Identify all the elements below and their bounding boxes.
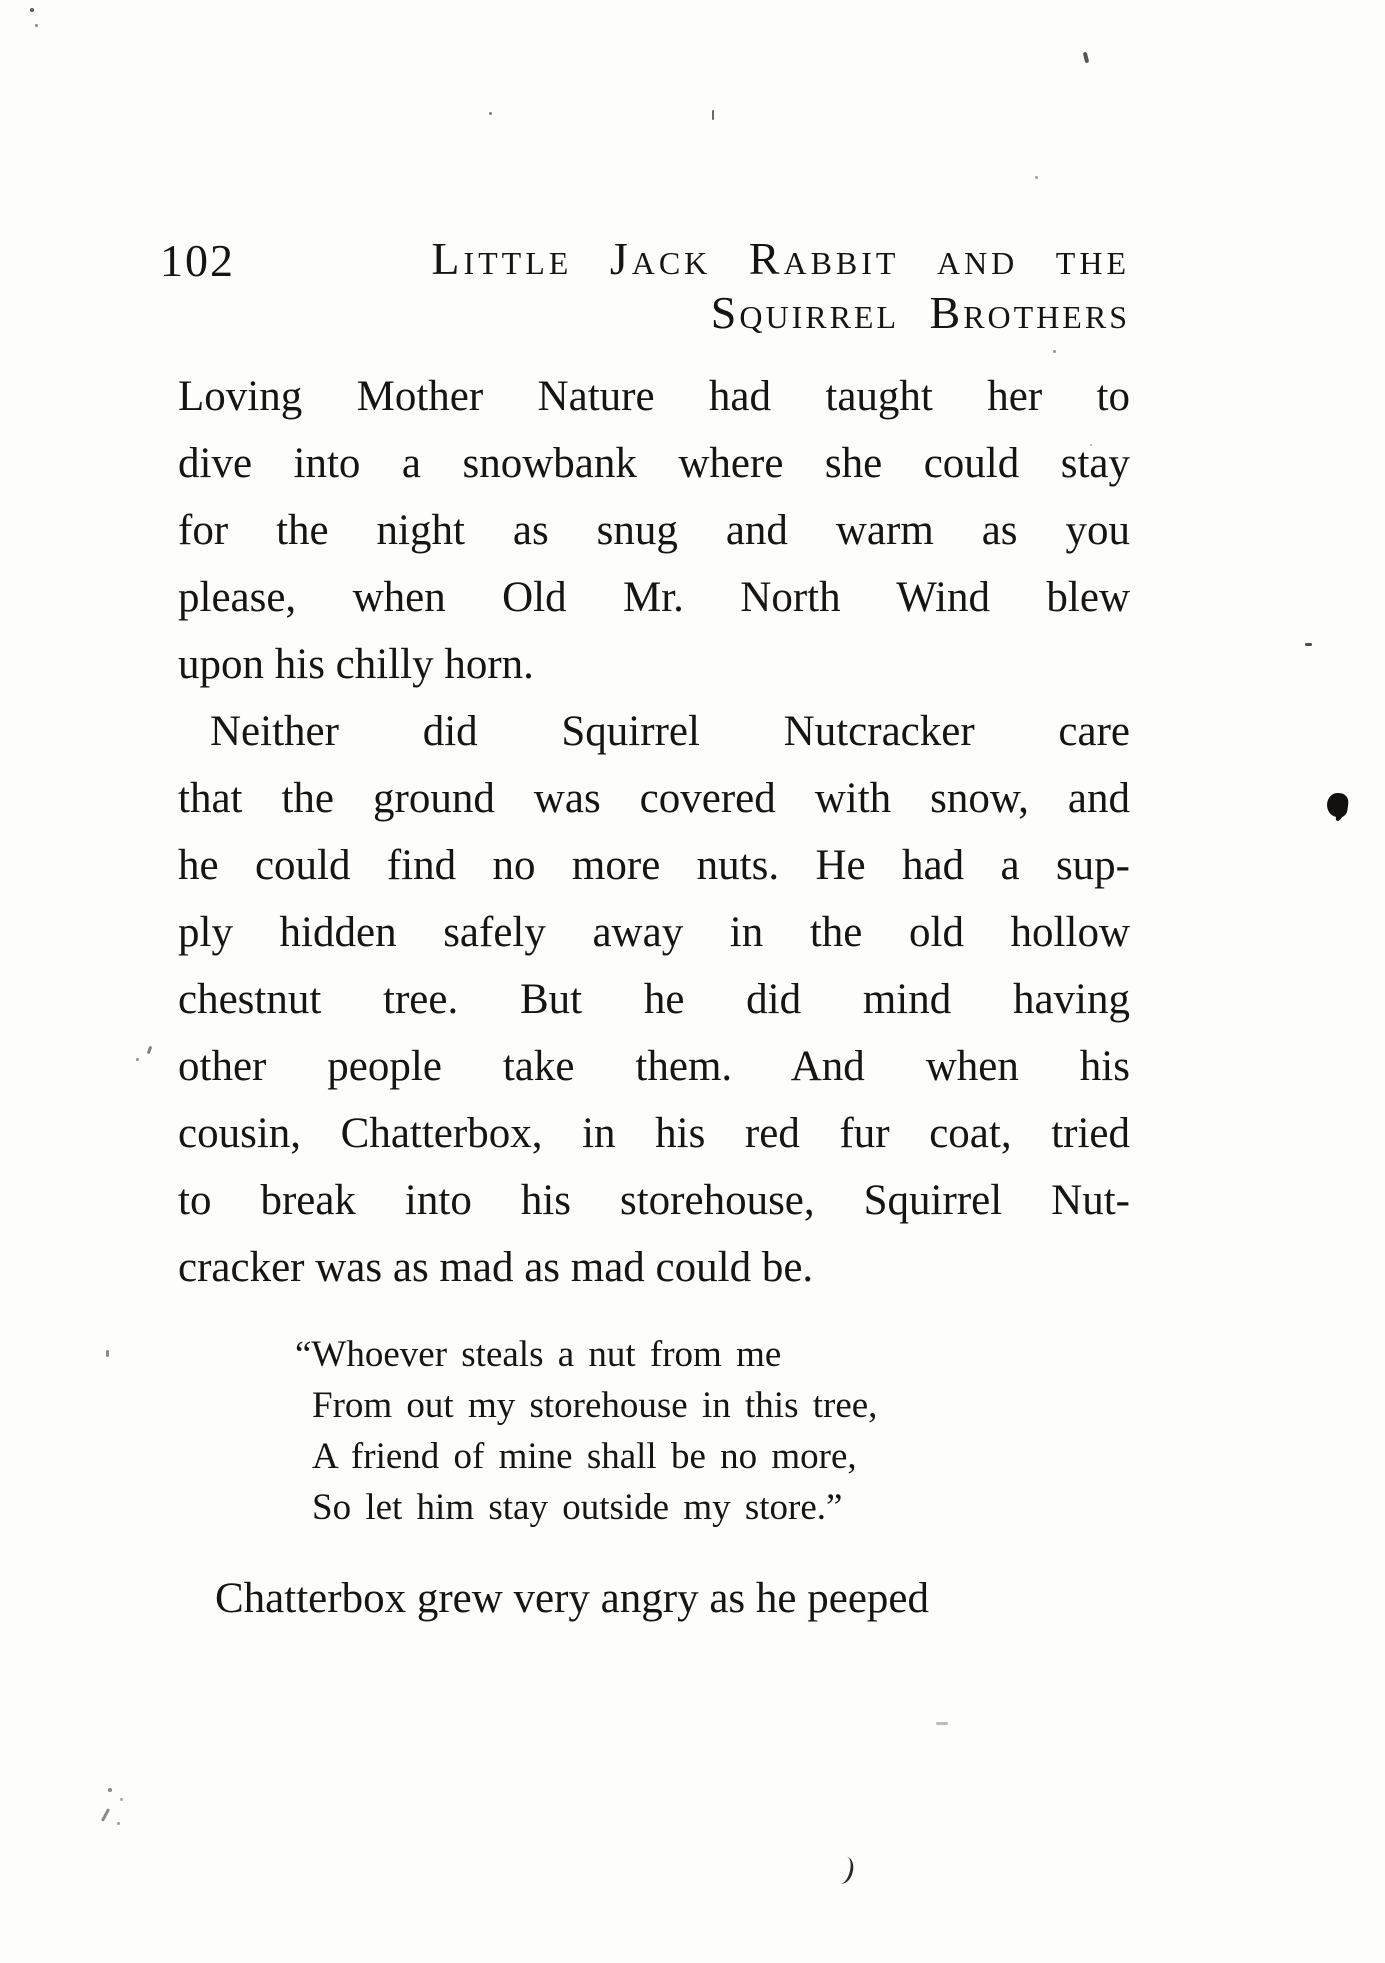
scan-mark — [1305, 643, 1312, 646]
scan-speck — [35, 24, 38, 27]
paragraph-2 — [178, 698, 1130, 1301]
body-line: for the night as snug and warm as you — [178, 507, 1130, 554]
scan-mark — [147, 1046, 153, 1055]
body-line: upon his chilly horn. — [178, 641, 534, 688]
scan-speck — [120, 1798, 123, 1801]
body-line: other people take them. And when his — [178, 1043, 1130, 1090]
scan-speck — [136, 1058, 139, 1061]
paragraph-1 — [178, 363, 1130, 698]
running-head-line1: Little Jack Rabbit and the — [431, 233, 1130, 284]
scan-speck — [30, 8, 34, 12]
paragraph-3 — [178, 1565, 1130, 1632]
scan-mark — [936, 1722, 948, 1725]
verse-line: A friend of mine shall be no more, — [312, 1436, 857, 1477]
scan-speck — [489, 112, 492, 115]
verse-line: “Whoever steals a nut from me — [295, 1334, 782, 1375]
scan-mark — [712, 110, 714, 120]
body-line: dive into a snowbank where she could stay — [178, 440, 1130, 487]
body-line: Chatterbox grew very angry as he peeped — [215, 1575, 929, 1622]
body-line: cracker was as mad as mad could be. — [178, 1244, 814, 1291]
scan-speck — [108, 1788, 112, 1792]
body-line: he could find no more nuts. He had a sup- — [178, 842, 1130, 889]
scan-mark — [1083, 52, 1090, 64]
body-line: to break into his storehouse, Squirrel Nut- — [178, 1177, 1130, 1224]
page-number: 102 — [160, 235, 235, 286]
scan-speck — [1053, 350, 1056, 353]
body-line: chestnut tree. But he did mind having — [178, 976, 1130, 1023]
ink-blot — [1325, 792, 1349, 819]
scan-speck — [1090, 444, 1092, 446]
body-line: Loving Mother Nature had taught her to — [178, 373, 1130, 420]
running-head-line2: Squirrel Brothers — [710, 287, 1130, 338]
body-line: Neither did Squirrel Nutcracker care — [210, 708, 1130, 755]
scan-speck — [1035, 176, 1038, 179]
scan-mark — [101, 1808, 110, 1822]
scan-speck — [117, 1822, 120, 1825]
body-line: please, when Old Mr. North Wind blew — [178, 574, 1130, 621]
verse-line: From out my storehouse in this tree, — [312, 1385, 878, 1426]
scan-mark — [831, 1854, 856, 1886]
body-line: cousin, Chatterbox, in his red fur coat, tried — [178, 1110, 1130, 1157]
verse-line: So let him stay outside my store.” — [312, 1487, 843, 1528]
scan-mark — [106, 1350, 109, 1357]
body-line: that the ground was covered with snow, and — [178, 775, 1130, 822]
body-line: ply hidden safely away in the old hollow — [178, 909, 1130, 956]
verse-block — [295, 1329, 877, 1533]
